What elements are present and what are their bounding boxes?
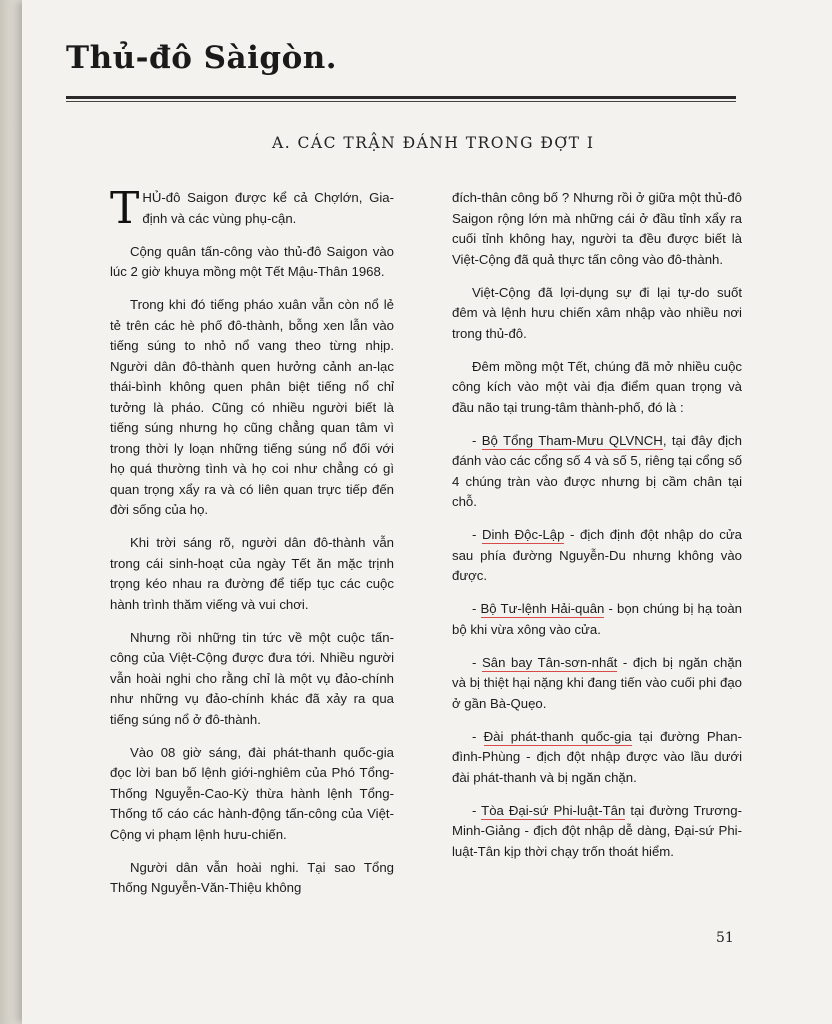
location-name: Bộ Tư-lệnh Hải-quân	[480, 601, 605, 616]
location-name: Sân bay Tân-sơn-nhất	[481, 654, 618, 670]
section-heading: A. CÁC TRẬN ĐÁNH TRONG ĐỢT I	[272, 134, 595, 152]
location-name: Đài phát-thanh quốc-gia	[483, 728, 632, 744]
paragraph-3: Trong khi đó tiếng pháo xuân vẫn còn nổ lẻ tẻ trên các hè phố đô-thành, bỗng xen lẫn vào tiếng súng to nhỏ nổ vang theo từng nhịp. Người dân đô-thành quen hưởng cảnh an-lạc thái-bình không quen phân biệt tiếng nổ chỉ tưởng là pháo. Cũng có nhiều người biết là tiếng súng nhưng họ cũng chẳng quan tâm vì trong thời ly loạn những tiếng súng nổ đối với họ quá thường tình và họ coi như chẳng có gì quan trọng xẩy ra và có liên quan trực tiếp đến đời sống của họ.	[110, 297, 394, 517]
page-title: Thủ-đô Sàigòn.	[66, 40, 338, 76]
title-rule-thin	[66, 101, 736, 102]
list-item: - Đài phát-thanh quốc-gia tại đường Phan-đình-Phùng - địch đột nhập được vào lầu dưới đài phát-thanh và bị ngăn chặn.	[452, 728, 743, 785]
left-column	[110, 183, 394, 911]
right-column	[452, 188, 742, 875]
location-name: Tòa Đại-sứ Phi-luật-Tân	[481, 802, 626, 818]
paragraph-r1: đích-thân công bố ? Nhưng rồi ở giữa một thủ-đô Saigon rộng lớn mà những cái ở đầu tỉnh xẩy ra cuối tỉnh không hay, người ta đều được biết là Việt-Cộng đã quả thực tấn công vào đô-thành.	[452, 190, 742, 267]
paragraph-r2: Việt-Cộng đã lợi-dụng sự đi lại tự-do suốt đêm và lệnh hưu chiến xâm nhập vào nhiều nơi trong thủ-đô.	[452, 284, 742, 341]
paragraph-1	[110, 183, 394, 234]
paragraph-1-text: HỦ-đô Saigon được kể cả Chợlớn, Gia-định và các vùng phụ-cận.	[142, 190, 394, 226]
paragraph-2: Cộng quân tấn-công vào thủ-đô Saigon vào lúc 2 giờ khuya mồng một Tết Mậu-Thân 1968.	[110, 243, 394, 279]
paragraph-6: Vào 08 giờ sáng, đài phát-thanh quốc-gia đọc lời ban bố lệnh giới-nghiêm của Phó Tổng-Thống Nguyễn-Cao-Kỳ thừa hành lệnh Tổng-Thống tố cáo các hành-động tấn-công của Việt-Cộng vi phạm lệnh hưu-chiến.	[110, 744, 394, 842]
list-item: - Dinh Độc-Lập - địch định đột nhập do cửa sau phía đường Nguyễn-Du nhưng không vào được.	[452, 527, 742, 583]
list-item: - Sân bay Tân-sơn-nhất - địch bị ngăn chặn và bị thiệt hại nặng khi đang tiến vào cuối phi đạo ở gần Bà-Quẹo.	[452, 654, 742, 711]
paragraph-4: Khi trời sáng rõ, người dân đô-thành vẫn trong cái sinh-hoạt của ngày Tết ăn mặc trịnh trọng kéo nhau ra đường để tiếp tục các cuộc hành trình thăm viếng và vui chơi.	[110, 535, 394, 612]
paragraph-5: Nhưng rồi những tin tức về một cuộc tấn-công của Việt-Cộng được đưa tới. Nhiều người vẫn hoài nghi cho rằng chỉ là một vụ đảo-chính như những vụ đảo-chính khác đã xảy ra qua tiếng súng nổ ở đô-thành.	[110, 629, 394, 727]
location-name: Dinh Độc-Lập	[481, 527, 565, 542]
page-number: 51	[716, 930, 734, 946]
title-rule-thick	[66, 96, 736, 99]
binding-gutter	[0, 0, 22, 1024]
list-item: - Bộ Tổng Tham-Mưu QLVNCH, tại đây địch đánh vào các cổng số 4 và số 5, riêng tại cổng số 4 chúng tràn vào được nhưng bị cầm chân tại chỗ.	[452, 432, 742, 509]
paragraph-r3: Đêm mồng một Tết, chúng đã mở nhiều cuộc công kích vào một vài địa điểm quan trọng và đầu não tại trung-tâm thành-phố, đó là :	[452, 358, 742, 415]
list-item: - Bộ Tư-lệnh Hải-quân - bọn chúng bị hạ toàn bộ khi vừa xông vào cửa.	[452, 601, 742, 637]
location-name: Bộ Tổng Tham-Mưu QLVNCH	[481, 432, 663, 448]
drop-cap: T	[110, 183, 140, 234]
paragraph-7: Người dân vẫn hoài nghi. Tại sao Tổng Thống Nguyễn-Văn-Thiệu không	[110, 859, 394, 895]
list-item: - Tòa Đại-sứ Phi-luật-Tân tại đường Trương-Minh-Giảng - địch đột nhập dễ dàng, Đại-sứ Phi-luật-Tân kịp thời chạy trốn thoát hiểm.	[452, 802, 742, 859]
